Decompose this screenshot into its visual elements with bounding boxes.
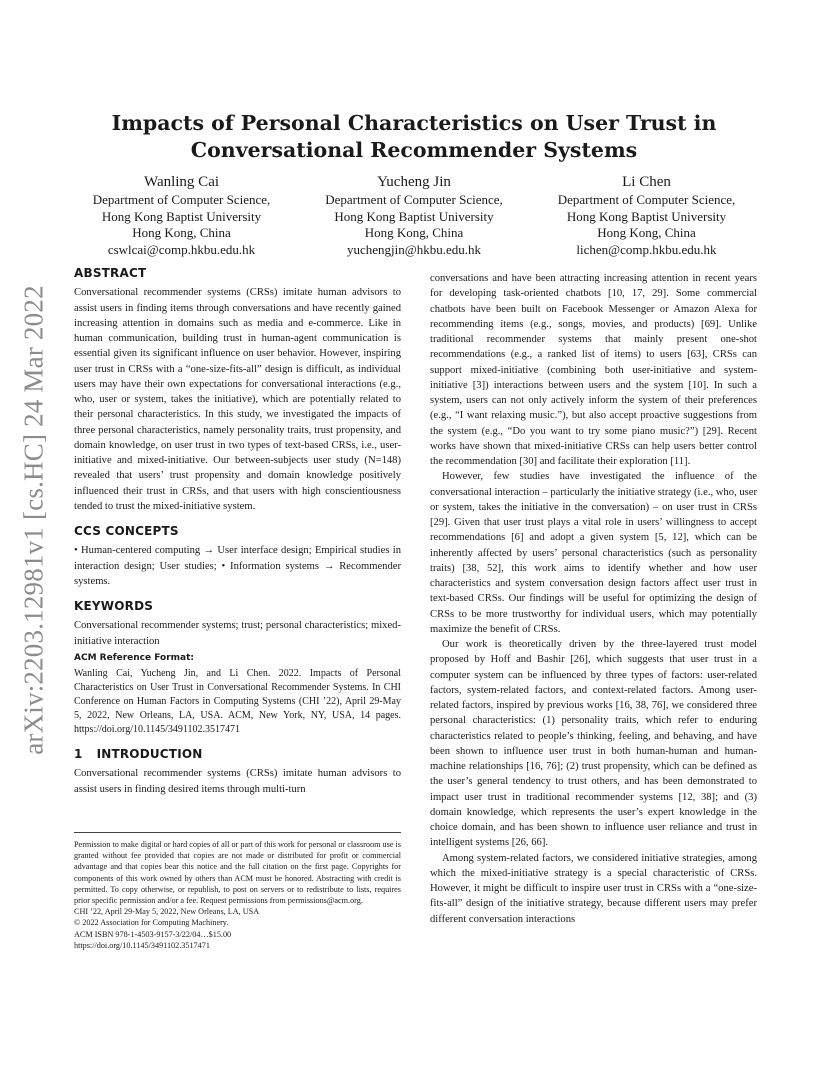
conference-line: CHI ’22, April 29-May 5, 2022, New Orleans, LA, USA (74, 907, 260, 917)
author-location: Hong Kong, China (597, 225, 696, 240)
abstract-text: Conversational recommender systems (CRSs) imitate human advisors to assist users in finding items through conversations and have recently gained increasing attention in domains such as media and e-commerce. Like in human communication, building trust in human-agent communication is essential given its significant influence on user behavior. However, inspiring user trust in CRSs with a “one-size-fits-all” design is difficult, as individual users may have their own expectations for conversational interactions (e.g., who, user or system, takes the initiative), which are potentially related to their personal characteristics. In this study, we investigated the impacts of three personal characteristics, namely personality traits, trust propensity, and domain knowledge, on user trust in two types of text-based CRSs, i.e., user-initiative and mixed-initiative. Our between-subjects user study (N=148) revealed that users’ trust propensity and domain knowledge positively influenced their trust in CRSs, and that users with high conscientiousness tended to trust the mixed-initiative system. (74, 287, 401, 512)
arxiv-identifier (14, 282, 54, 758)
author-email[interactable]: lichen@comp.hkbu.edu.hk (576, 241, 717, 257)
author-location: Hong Kong, China (132, 225, 231, 240)
author-email[interactable]: cswlcai@comp.hkbu.edu.hk (107, 241, 256, 257)
introduction-heading (74, 747, 401, 762)
author-email[interactable]: yuchengjin@hkbu.edu.hk (346, 241, 481, 257)
author-university: Hong Kong Baptist University (566, 208, 727, 224)
intro-paragraph: Among system-related factors, we considered initiative strategies, among which the mixed-initiative strategy is a special characteristic of CRSs. However, it might be difficult to inspire user trust in CRSs with a “one-size-fits-all” design of the initiative strategy, because different users may prefer different conversation interactions (430, 852, 757, 925)
acm-reference-heading: ACM Reference Format: (74, 652, 194, 663)
abstract-heading: ABSTRACT (74, 266, 147, 280)
author-name: Wanling Cai (143, 174, 220, 190)
left-column (74, 266, 401, 807)
permission-notice: Permission to make digital or hard copies of all or part of this work for personal or classroom use is granted without fee provided that copies are not made or distributed for profit or commercial advantage and that copies bear this notice and the full citation on the first page. Copyrights for components of this work owned by others than ACM must be honored. Abstracting with credit is permitted. To copy otherwise, or republish, to post on servers or to redistribute to lists, requires prior specific permission and/or a fee. Request permissions from permissions@acm.org. (74, 840, 401, 906)
ccs-text: • Human-centered computing → User interface design; Empirical studies in interaction design; User studies; • Information systems → Recommender systems. (74, 545, 401, 587)
keywords-heading: KEYWORDS (74, 599, 154, 613)
ccs-section (74, 524, 401, 589)
keywords-section (74, 599, 401, 737)
intro-paragraph: conversations and have been attracting increasing attention in recent years for developing task-oriented chatbots [10, 17, 29]. Some commercial chatbots have been built on Facebook Messenger or Amazon Alexa for recommending items (e.g., songs, movies, and products) [69]. Unlike traditional recommender systems that mainly present one-shot recommendations (e.g., a ranked list of items) to users [63], CRSs can support mixed-initiative (combining both user-initiative and system-initiative [3]) interactions between users and the system [10]. In such a system, users can not only actively inform the system of their preferences (e.g., “I want relaxing music.”), but also accept proactive suggestions from the system (e.g., “Do you want to try some piano music?”) [29]. Recent works have shown that mixed-initiative CRSs can help users better control the recommendation [30] and facilitate their exploration [11]. (430, 273, 757, 467)
section-title: INTRODUCTION (96, 747, 203, 761)
author-block (307, 173, 522, 258)
paper-title: Impacts of Personal Characteristics on User Trust in Conversational Recommender Systems (111, 111, 717, 162)
intro-paragraph: However, few studies have investigated the influence of the conversational interaction – particularly the initiative strategy (i.e., who, user or system, takes the initiative in the conversation) – on user trust in CRSs [29]. Given that user trust plays a vital role in users’ willingness to accept recommendations [6] and adopt a given system [5, 12], which can be inherently affected by users’ personal characteristics (such as personality traits) [38, 52], this work aims to identify whether and how user characteristics and system conversation design factors affect user trust in text-based CRSs. Our findings will be useful for optimizing the design of CRSs to be more trustworthy for individual users, which may potentially maximize the benefit of CRSs. (430, 471, 757, 635)
acm-reference-text: Wanling Cai, Yucheng Jin, and Li Chen. 2022. Impacts of Personal Characteristics on User Trust in Conversational Recommender Systems. In CHI Conference on Human Factors in Computing Systems (CHI ’22), April 29-May 5, 2022, New Orleans, LA, USA. ACM, New York, NY, USA, 14 pages. https://doi.org/10.1145/3491102.3517471 (74, 668, 401, 735)
author-department: Department of Computer Science, (325, 192, 503, 207)
author-department: Department of Computer Science, (92, 192, 271, 207)
introduction-text: Conversational recommender systems (CRSs) imitate human advisors to assist users in finding desired items through multi-turn (74, 768, 401, 795)
doi-link[interactable]: https://doi.org/10.1145/3491102.3517471 (74, 940, 210, 950)
author-university: Hong Kong Baptist University (334, 208, 494, 224)
author-department: Department of Computer Science, (557, 192, 736, 207)
copyright-line: © 2022 Association for Computing Machinery. (74, 918, 229, 928)
author-name: Li Chen (622, 174, 671, 190)
author-block (74, 173, 289, 258)
copyright-footnote (74, 832, 401, 951)
right-column (430, 271, 757, 927)
author-name: Yucheng Jin (377, 174, 451, 190)
abstract-section (74, 266, 401, 514)
keywords-text: Conversational recommender systems; trust; personal characteristics; mixed-initiative interaction (74, 620, 401, 647)
author-block (539, 173, 754, 258)
section-number: 1 (74, 747, 83, 761)
introduction-section (74, 747, 401, 797)
ccs-heading: CCS CONCEPTS (74, 524, 179, 538)
author-university: Hong Kong Baptist University (101, 208, 262, 224)
isbn-line: ACM ISBN 978-1-4503-9157-3/22/04…$15.00 (74, 929, 232, 939)
arxiv-identifier-text: arXiv:2203.12981v1 [cs.HC] 24 Mar 2022 (18, 285, 49, 755)
author-location: Hong Kong, China (364, 225, 464, 240)
author-list (74, 173, 754, 258)
intro-paragraph: Our work is theoretically driven by the three-layered trust model proposed by Hoff and Bashir [26], which suggests that user trust in a computer system can be influenced by three types of factors: user-related factors, system-related factors, and context-related factors. Among user-related factors, inspired by previous works [16, 38, 76], we considered three personal characteristics: (1) personality traits, which refer to enduring characteristics related to people’s thinking, feeling, and behaving, and have been shown to influence user trust in both human-human and human-machine relationships [16, 76]; (2) trust propensity, which can be defined as the user’s general tendency to trust others, and has been demonstrated to impact user trust in traditional recommender systems [12, 38]; and (3) domain knowledge, which represents the user’s expert knowledge in the choice domain, and has been shown to influence user reliance and trust in intelligent systems [26, 66]. (430, 639, 757, 849)
